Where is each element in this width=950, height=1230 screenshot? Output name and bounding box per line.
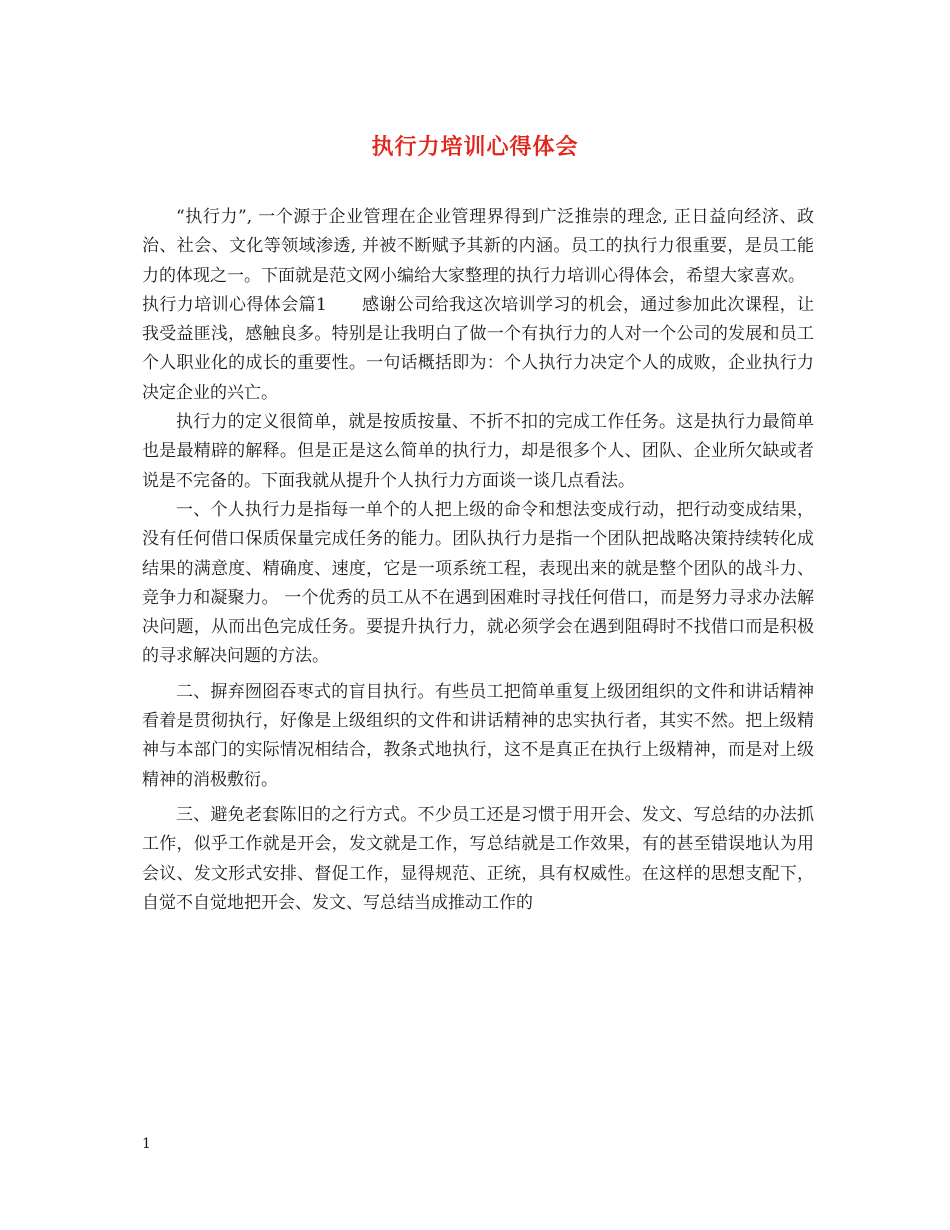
document-title: 执行力培训心得体会 — [371, 134, 579, 160]
document-body — [142, 203, 814, 918]
page-number: 1 — [142, 1136, 151, 1152]
paragraph-point-3: 三、避免老套陈旧的之行方式。不少员工还是习惯于用开会、发文、写总结的办法抓工作，似乎工作就是开会，发文就是工作，写总结就是工作效果，有的甚至错误地认为用会议、发文形式安排、督促工作，显得规范、正统，具有权威性。在这样的思想支配下，自觉不自觉地把开会、发文、写总结当成推动工作的 — [142, 804, 814, 913]
paragraph-intro: “执行力”, 一个源于企业管理在企业管理界得到广泛推崇的理念, 正日益向经济、政治、社会、文化等领域渗透, 并被不断赋予其新的内涵。员工的执行力很重要，是员工能力的体现之一。下面就是范文网小编给大家整理的执行力培训心得体会，希望大家喜欢。 — [142, 207, 814, 286]
paragraph-point-2: 二、摒弃囫囵吞枣式的盲目执行。有些员工把简单重复上级团组织的文件和讲话精神看着是贯彻执行，好像是上级组织的文件和讲话精神的忠实执行者，其实不然。把上级精神与本部门的实际情况相结合，教条式地执行，这不是真正在执行上级精神，而是对上级精神的消极敷衍。 — [142, 681, 814, 790]
paragraph-article-1: 执行力培训心得体会篇1 感谢公司给我这次培训学习的机会，通过参加此次课程，让我受益匪浅，感触良多。特别是让我明白了做一个有执行力的人对一个公司的发展和员工个人职业化的成长的重要性。一句话概括即为：个人执行力决定个人的成败，企业执行力决定企业的兴亡。 — [142, 294, 814, 403]
paragraph-definition: 执行力的定义很简单，就是按质按量、不折不扣的完成工作任务。这是执行力最简单也是最精辟的解释。但是正是这么简单的执行力，却是很多个人、团队、企业所欠缺或者说是不完备的。下面我就从提升个人执行力方面谈一谈几点看法。 — [142, 412, 814, 491]
paragraph-point-1: 一、个人执行力是指每一单个的人把上级的命令和想法变成行动，把行动变成结果，没有任何借口保质保量完成任务的能力。团队执行力是指一个团队把战略决策持续转化成结果的满意度、精确度、速度，它是一项系统工程，表现出来的就是整个团队的战斗力、竞争力和凝聚力。 一个优秀的员工从不在遇到困难时寻找任何借口，而是努力寻求办法解决问题，从而出色完成任务。要提升执行力，就必须学会在遇到阻碍时不找借口而是积极的寻求解决问题的方法。 — [142, 499, 814, 667]
